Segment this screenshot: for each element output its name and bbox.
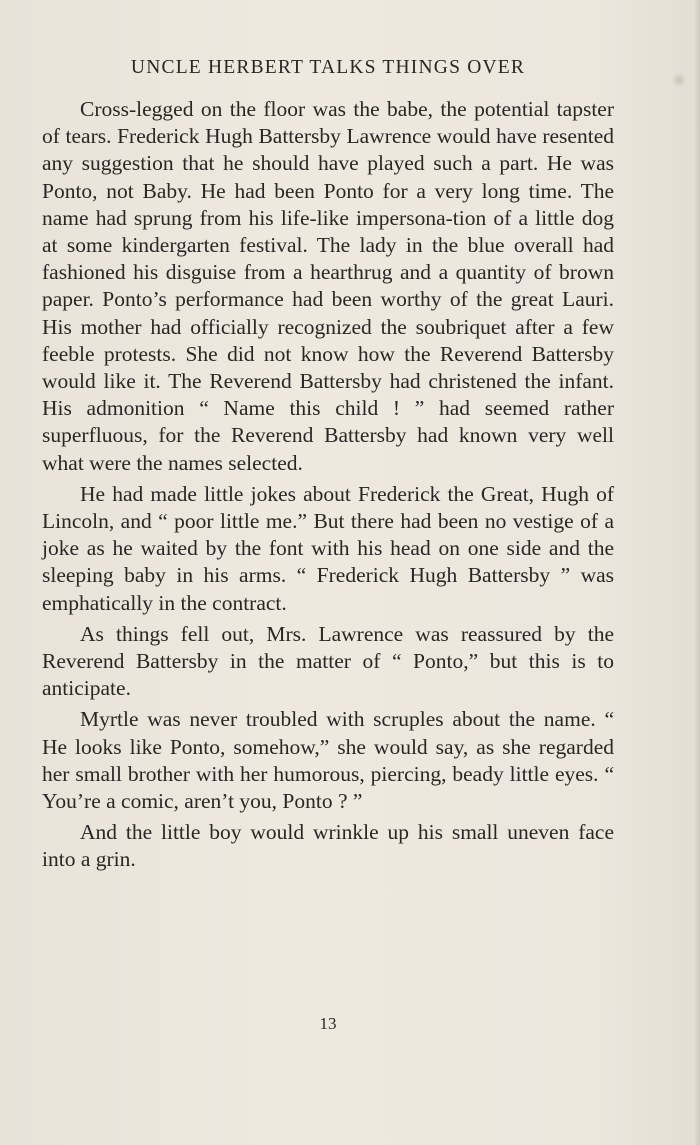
page-edge-shadow: [694, 0, 700, 1145]
paragraph: Myrtle was never troubled with scruples about the name. “ He looks like Ponto, somehow,” she would say, as she regarded her small brother with her humorous, piercing, beady little eyes. “ You’re a comic, aren’t you, Ponto ? ”: [42, 707, 614, 814]
page-number: 13: [319, 1014, 337, 1033]
paragraph: And the little boy would wrinkle up his small uneven face into a grin.: [42, 820, 614, 872]
running-head: UNCLE HERBERT TALKS THINGS OVER: [130, 57, 526, 78]
paragraph: Cross-legged on the floor was the babe, the potential tapster of tears. Frederick Hugh Battersby Lawrence would have resented any suggestion that he should have played such a part. He was Ponto, not Baby. He had been Ponto for a very long time. The name had sprung from his life-like impersona-tion of a little dog at some kindergarten festival. The lady in the blue overall had fashioned his disguise from a hearthrug and a quantity of brown paper. Ponto’s performance had been worthy of the great Lauri. His mother had officially recognized the soubriquet after a few feeble protests. She did not know how the Reverend Battersby would like it. The Reverend Battersby had christened the infant. His admonition “ Name this child ! ” had seemed rather superfluous, for the Reverend Battersby had known very well what were the names selected.: [42, 97, 614, 475]
paragraph: As things fell out, Mrs. Lawrence was reassured by the Reverend Battersby in the matter of “ Ponto,” but this is to anticipate.: [42, 621, 614, 701]
paper-stain: [672, 72, 686, 88]
body-text: [42, 96, 614, 878]
paragraph: He had made little jokes about Frederick the Great, Hugh of Lincoln, and “ poor little me.” But there had been no vestige of a joke as he waited by the font with his head on one side and the sleeping baby in his arms. “ Frederick Hugh Battersby ” was emphatically in the contract.: [42, 481, 614, 615]
